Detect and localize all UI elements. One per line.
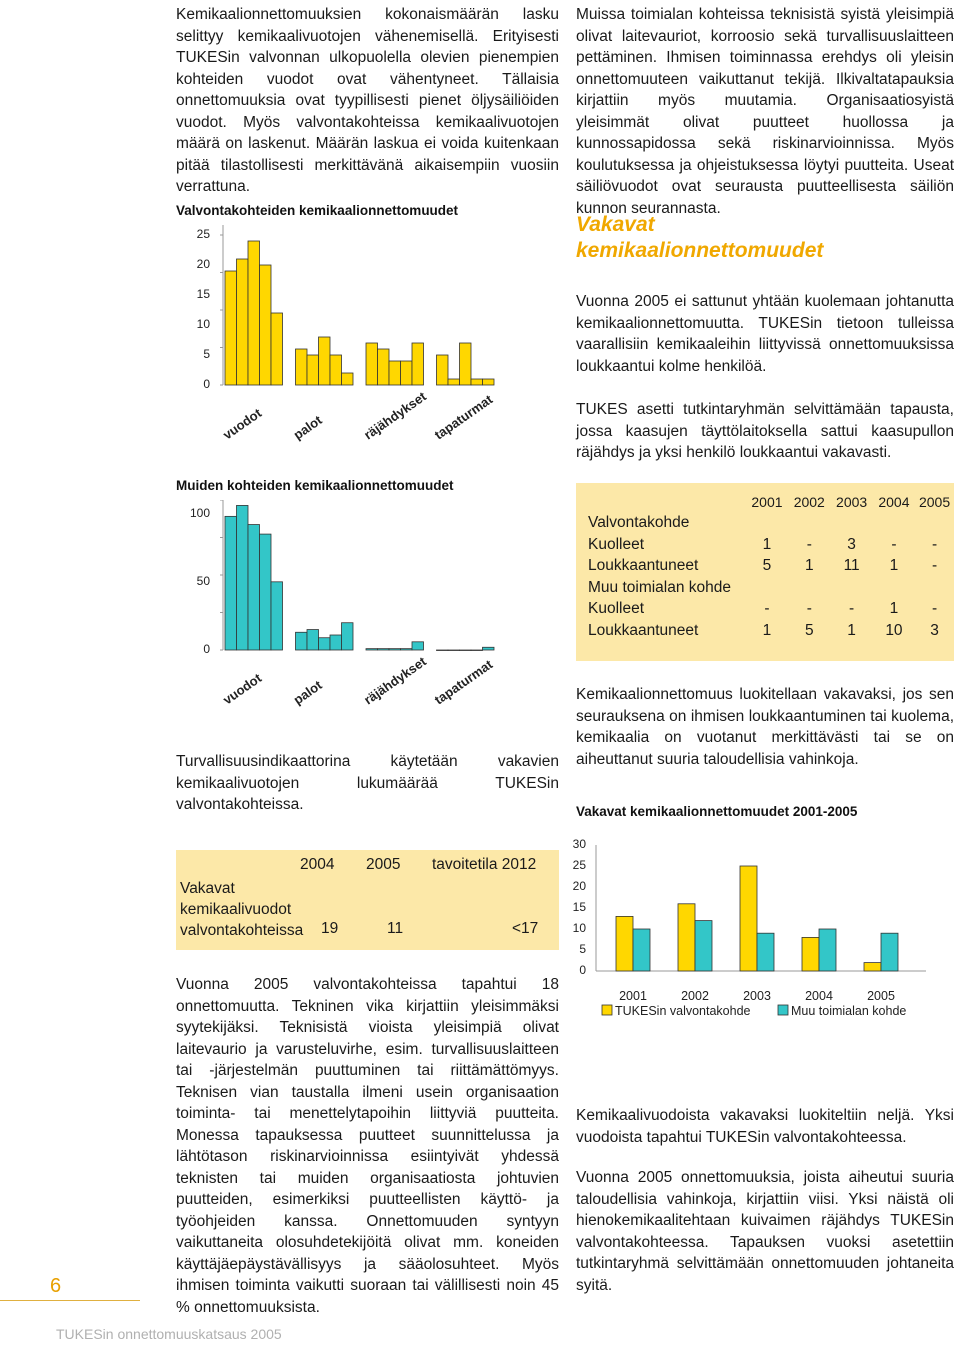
table-cell: 1 <box>762 535 772 553</box>
page-number: 6 <box>50 1275 62 1297</box>
x-tick-label: 2004 <box>805 989 833 1003</box>
right-paragraph-5: Kemikaalivuodoista vakavaksi luokiteltiin neljä. Yksi vuodoista tapahtui TUKESin valvontakohteessa. <box>576 1107 954 1146</box>
y-tick-label: 20 <box>196 257 210 271</box>
bar <box>802 937 819 971</box>
row-label: Valvontakohde <box>588 514 690 532</box>
row-label: Loukkaantuneet <box>588 557 699 575</box>
row-label: Loukkaantuneet <box>588 621 699 639</box>
table-header-row <box>588 491 954 513</box>
footer-text: TUKESin onnettomuuskatsaus 2005 <box>56 1326 282 1342</box>
bar <box>307 630 319 650</box>
table-cell: - <box>764 600 770 618</box>
y-tick-label: 25 <box>196 227 210 241</box>
bar <box>483 647 495 650</box>
indicator-value-target: <17 <box>512 920 539 937</box>
bar <box>307 355 319 385</box>
bar <box>412 642 424 650</box>
category-label: vuodot <box>220 405 265 443</box>
table-row <box>588 620 954 642</box>
bar <box>471 650 483 651</box>
table-cell <box>746 577 788 599</box>
table-row <box>588 556 954 578</box>
bar <box>448 650 460 651</box>
bar <box>483 379 495 385</box>
bar <box>378 649 390 650</box>
indicator-head-2005: 2005 <box>366 856 401 873</box>
legend-label: TUKESin valvontakohde <box>615 1004 751 1018</box>
table-cell <box>830 577 872 599</box>
y-tick-label: 15 <box>196 287 210 301</box>
right-paragraph-2: Vuonna 2005 ei sattunut yhtään kuolemaan johtanutta kemikaalionnettomuutta. TUKESin tietoon tulleissa vaarallisiin kemikaaleihin liittyvissä onnettomuuksissa loukkaantui kolme henkilöä. <box>576 293 954 375</box>
indicator-value-2005: 11 <box>387 920 404 937</box>
category-label: tapaturmat <box>431 656 496 708</box>
section-heading: Vakavat kemikaalionnettomuudet <box>576 213 824 262</box>
bar <box>864 963 881 971</box>
table-cell <box>746 513 788 535</box>
right-paragraph-1: Muissa toimialan kohteissa teknisistä syistä yleisimpiä olivat laitevauriot, korroosio sekä turvallisuuslaitteen pettäminen. Ihmisen toiminnassa erehdys oli yleisin onnettomuuteen vaikuttanut tekijä. Ilkivaltatapauksia kirjattiin myös muutamia. Organisaatiosyistä yleisimmät olivat puutteet huollossa ja kunnossapidossa sekä riskinarvioinnissa. Myös koulutuksessa ja ohjeistuksessa löytyi puutteita. Useat säiliövuodot ovat seurausta puutteellisesta säiliön kunnon seurannasta. <box>576 6 954 217</box>
bar <box>271 582 283 650</box>
y-tick-label: 100 <box>189 505 210 520</box>
y-tick-label: 5 <box>579 942 586 956</box>
table-cell: 1 <box>889 600 899 618</box>
category-label: räjähdykset <box>361 653 429 708</box>
category-label: vuodot <box>220 670 265 708</box>
y-tick-label: 30 <box>572 837 586 851</box>
table-row <box>588 534 954 556</box>
bar <box>389 361 401 385</box>
table-cell: - <box>806 600 812 618</box>
table-cell: - <box>891 535 897 553</box>
bar <box>389 649 401 650</box>
bar <box>460 650 472 651</box>
indicator-row-label: Vakavat kemikaalivuodot valvontakohteissa <box>180 880 304 939</box>
injuries-table <box>588 491 954 642</box>
chart3-svg <box>576 845 936 1035</box>
category-label: räjähdykset <box>361 388 429 443</box>
table-cell: 1 <box>847 621 856 639</box>
x-tick-label: 2001 <box>619 989 647 1003</box>
left-paragraph-1: Kemikaalionnettomuuksien kokonaismäärän lasku selittyy kemikaalivuotojen vähenemisellä. Erityisesti TUKESin valvonnan ulkopuolella olevien pienempien kohteiden vuodot ovat vähentyneet. Tällaisia onnettomuuksia ovat tyypillisesti pienet öljysäiliöiden vuodot. Myös valvontakohteissa kemikaalivuotojen määrä on laskenut. Määrän laskua ei voida kuitenkaan pitää tilastollisesti merkittävänä aikaisempiin vuosiin verrattuna. <box>176 6 559 195</box>
y-tick-label: 20 <box>572 879 586 893</box>
indicator-value-2004: 19 <box>321 920 339 937</box>
category-label: tapaturmat <box>431 391 496 443</box>
bar <box>437 355 449 385</box>
table-row <box>588 513 954 535</box>
y-tick-label: 0 <box>203 377 210 391</box>
bar <box>740 866 757 971</box>
table-cell: 10 <box>885 621 903 639</box>
table-cell: - <box>931 600 938 618</box>
bar <box>378 349 390 385</box>
bar <box>401 649 413 650</box>
injuries-table-box <box>576 483 954 661</box>
year-header: 2001 <box>751 493 783 510</box>
table-cell <box>873 577 915 599</box>
bar <box>460 343 472 385</box>
bar <box>248 525 260 650</box>
bar <box>678 904 695 971</box>
y-tick-label: 10 <box>572 921 586 935</box>
x-tick-label: 2005 <box>867 989 895 1003</box>
row-label: Muu toimialan kohde <box>588 578 732 596</box>
table-cell: - <box>806 535 812 553</box>
legend-label: Muu toimialan kohde <box>791 1004 907 1018</box>
x-tick-label: 2002 <box>681 989 709 1003</box>
bar <box>330 635 342 650</box>
chart2-svg <box>220 500 520 750</box>
legend-swatch <box>602 1005 612 1015</box>
table-cell: 1 <box>889 557 899 575</box>
bar <box>330 355 342 385</box>
bar <box>296 349 308 385</box>
year-header: 2002 <box>793 493 825 510</box>
table-cell: 1 <box>762 621 772 639</box>
table-cell: 1 <box>804 557 814 575</box>
bar <box>366 343 378 385</box>
table-cell <box>873 513 915 535</box>
table-cell <box>915 577 954 599</box>
bar <box>319 638 331 650</box>
x-tick-label: 2003 <box>743 989 771 1003</box>
bar <box>248 241 260 385</box>
row-label: Kuolleet <box>588 535 645 553</box>
bar <box>296 632 308 650</box>
y-tick-label: 10 <box>196 317 210 331</box>
bar <box>342 373 354 385</box>
bar <box>271 313 283 385</box>
legend-swatch <box>778 1005 788 1015</box>
table-cell: 3 <box>930 621 939 639</box>
bar <box>471 379 483 385</box>
table-cell <box>788 577 830 599</box>
category-label: palot <box>290 412 325 443</box>
y-tick-label: 50 <box>196 573 210 588</box>
bar <box>819 929 836 971</box>
chart3-title: Vakavat kemikaalionnettomuudet 2001-2005 <box>576 804 858 819</box>
category-label: palot <box>290 677 325 708</box>
bar <box>237 505 249 650</box>
chart2-title: Muiden kohteiden kemikaalionnettomuudet <box>176 478 454 493</box>
bar <box>757 933 774 971</box>
table-row <box>588 599 954 621</box>
bar <box>225 516 237 650</box>
y-tick-label: 15 <box>572 900 586 914</box>
table-row <box>588 577 954 599</box>
year-header: 2003 <box>836 493 868 510</box>
y-tick-label: 25 <box>572 858 586 872</box>
table-cell: - <box>849 600 855 618</box>
left-paragraph-2: Turvallisuusindikaattorina käytetään vakavien kemikaalivuotojen lukumäärää TUKESin valvontakohteissa. <box>176 753 559 813</box>
table-cell <box>830 513 872 535</box>
bar <box>616 916 633 971</box>
bar <box>437 650 449 651</box>
bar <box>695 921 712 971</box>
indicator-head-2004: 2004 <box>300 856 335 873</box>
y-tick-label: 0 <box>203 642 210 656</box>
bar <box>633 929 650 971</box>
right-paragraph-6: Vuonna 2005 onnettomuuksia, joista aiheutui suuria taloudellisia vahinkoja, kirjattiin viisi. Yksi näistä oli hienokemikaalitehtaan kuivaimen räjähdys TUKESin valvontakohteessa. Tapauksen vuoksi asetettiin tutkintaryhmä selvittämään onnettomuuden johtaneita syitä. <box>576 1169 954 1294</box>
table-cell: 3 <box>847 535 856 553</box>
bar <box>366 649 378 650</box>
bar <box>319 337 331 385</box>
table-cell: 11 <box>843 557 860 575</box>
table-cell <box>915 513 954 535</box>
y-tick-label: 5 <box>203 347 210 361</box>
bar <box>237 259 249 385</box>
footer-rule <box>0 1300 140 1301</box>
right-paragraph-3: TUKES asetti tutkintaryhmän selvittämään tapausta, jossa kaasujen täyttölaitoksella sattui kaasupullon räjähdys ja yksi henkilö loukkaantui vakavasti. <box>576 401 954 461</box>
bar <box>260 534 272 650</box>
bar <box>881 933 898 971</box>
y-tick-label: 0 <box>579 963 586 977</box>
row-label: Kuolleet <box>588 600 645 618</box>
chart1-title: Valvontakohteiden kemikaalionnettomuudet <box>176 203 459 218</box>
table-cell: - <box>931 535 938 553</box>
indicator-table-box <box>176 850 559 950</box>
bar <box>342 623 354 650</box>
table-cell: - <box>931 557 938 575</box>
year-header: 2004 <box>878 493 910 510</box>
bar <box>448 379 460 385</box>
bar <box>401 361 413 385</box>
year-header: 2005 <box>918 493 951 510</box>
indicator-head-target: tavoitetila 2012 <box>432 856 537 873</box>
table-cell: 5 <box>804 621 814 639</box>
bar <box>260 265 272 385</box>
table-cell: 5 <box>762 557 772 575</box>
table-cell <box>788 513 830 535</box>
bar <box>225 271 237 385</box>
left-paragraph-3: Vuonna 2005 valvontakohteissa tapahtui 18 onnettomuutta. Tekninen vika kirjattiin yleisimmäksi syytekijäksi. Teknisistä vioista yleisimpiä olivat laitevaurio ja varusteluvirhe, esim. turvallisuuslaitteen tai -järjestelmän puuttuminen tai riittämättömyys. Teknisen vian taustalla ilmeni usein organisaation toiminta- tai menettelytapoihin liittyviä puutteita. Monessa tapauksessa puutteet suunnittelussa ja lähtötason riskinarvioinnissa esiintyivät yhdessä teknisten tai muiden organisaatiosta johtuvien puutteiden, esimerkiksi puutteellisten käyttö- ja työohjeiden kanssa. Onnettomuuden syntyyn vaikuttaneita olosuhdetekijöitä olivat mm. koneiden käyttäjäepäystävällisyys ja sääolosuhteet. Myös ihmisen toiminta vaikutti suoraan tai välillisesti noin 45 % onnettomuuksista. <box>176 976 559 1316</box>
chart1-svg <box>220 225 520 475</box>
bar <box>412 343 424 385</box>
right-paragraph-4: Kemikaalionnettomuus luokitellaan vakavaksi, jos sen seurauksena on ihmisen loukkaantuminen tai kuolema, kemikaalia on vuotanut merkittävästi tai se on aiheuttanut suuria taloudellisia vahinkoja. <box>576 686 954 768</box>
